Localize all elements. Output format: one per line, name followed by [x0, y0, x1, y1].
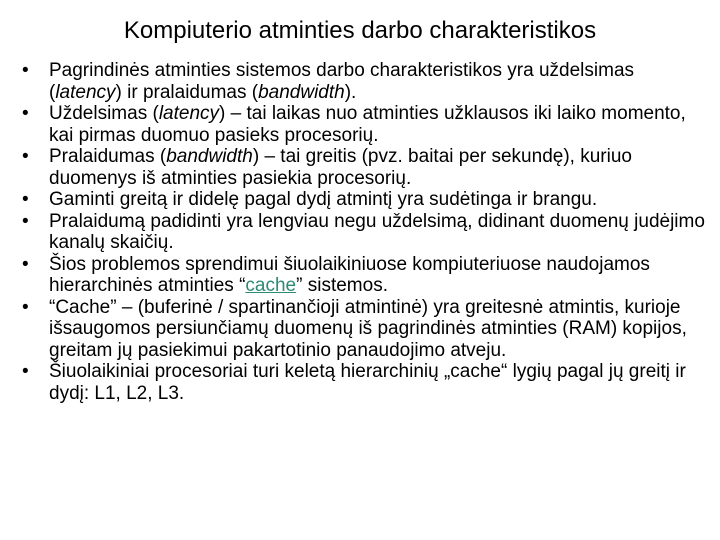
bullet-text: “Cache” – (buferinė / spartinančioji atmintinė) yra greitesnė atmintis, kurioje išsaugomos persiunčiamų duomenų iš pagrindinės atminties (RAM) kopijos, greitam jų pasiekimui pakartotinio panaudojimo atveju. [49, 296, 687, 361]
bullet-item [22, 146, 712, 189]
bullet-text: ). [344, 81, 357, 103]
bullet-marker: • [22, 60, 29, 81]
bullet-marker: • [22, 103, 29, 124]
bullet-marker: • [22, 253, 29, 275]
bullet-item [22, 211, 712, 254]
bullet-text: ) ir pralaidumas ( [115, 81, 259, 103]
bullet-item [22, 254, 712, 297]
bullet-item [22, 361, 712, 404]
italic-term: latency [158, 103, 220, 124]
bullet-list [22, 60, 712, 404]
bullet-text: Šios problemos sprendimui šiuolaikiniuose kompiuteriuose naudojamos hierarchinės atminties “ [49, 253, 650, 296]
italic-term: bandwidth [258, 81, 345, 103]
italic-term: latency [55, 81, 116, 103]
cache-link[interactable]: cache [245, 275, 297, 296]
bullet-item [22, 189, 712, 211]
bullet-marker: • [22, 361, 29, 382]
bullet-text: Pralaidumas ( [49, 146, 167, 167]
bullet-item [22, 60, 712, 103]
bullet-item [22, 297, 712, 362]
bullet-text: Uždelsimas ( [49, 103, 159, 124]
bullet-marker: • [22, 210, 29, 232]
bullet-text: ” sistemos. [296, 275, 388, 296]
bullet-text: ) – tai laikas nuo atminties užklausos iki laiko momento, kai pirmas duomuo pasieks procesorių. [49, 103, 686, 146]
bullet-text: Pagrindinės atminties sistemos darbo charakteristikos yra uždelsimas ( [49, 60, 635, 103]
bullet-text: ) – tai greitis (pvz. baitai per sekundę), kuriuo duomenys iš atminties pasiekia procesorių. [49, 146, 632, 189]
bullet-text: Gaminti greitą ir didelę pagal dydį atmintį yra sudėtinga ir brangu. [49, 189, 598, 210]
bullet-text: Pralaidumą padidinti yra lengviau negu uždelsimą, didinant duomenų judėjimo kanalų skaičių. [49, 210, 705, 253]
bullet-text: Šiuolaikiniai procesoriai turi keletą hierarchinių „cache“ lygių pagal jų greitį ir dydį: L1, L2, L3. [49, 361, 686, 404]
bullet-marker: • [22, 296, 29, 318]
bullet-marker: • [22, 146, 29, 167]
bullet-marker: • [22, 189, 29, 210]
bullet-item [22, 103, 712, 146]
slide-title: Kompiuterio atminties darbo charakteristikos [123, 17, 597, 44]
italic-term: bandwidth [166, 146, 253, 167]
